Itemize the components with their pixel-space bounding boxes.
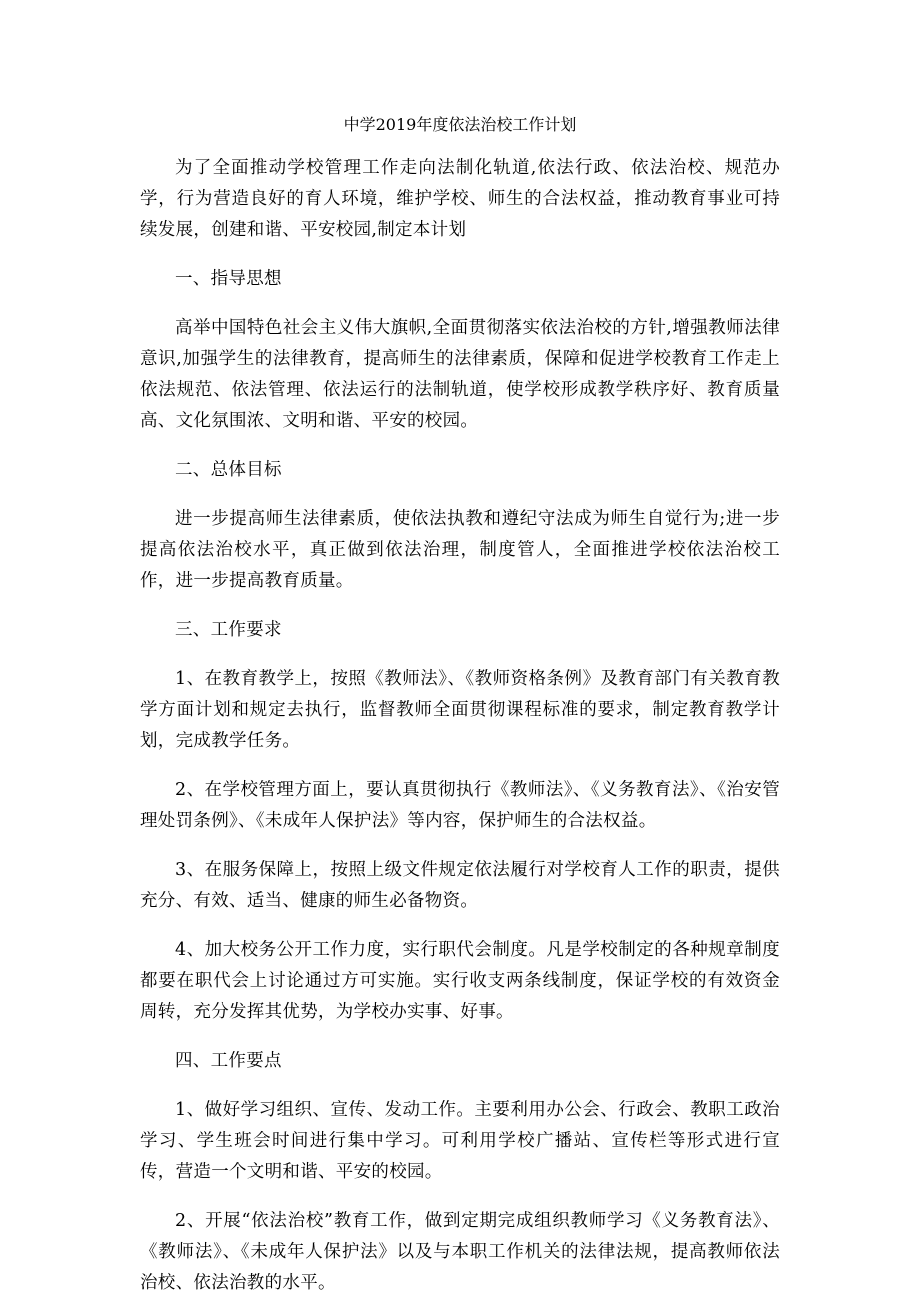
document-title: 中学2019年度依法治校工作计划 bbox=[343, 115, 577, 134]
section-heading-guiding-thought: 一、指导思想 bbox=[175, 269, 282, 289]
section-paragraph: 1、在教育教学上，按照《教师法》、《教师资格条例》及教育部门有关教育教学方面计划和规定去执行，监督教师全面贯彻课程标准的要求，制定教育教学计划，完成教学任务。 bbox=[140, 669, 780, 751]
section-heading-work-key-points: 四、工作要点 bbox=[175, 1051, 282, 1071]
section-paragraph: 2、开展“依法治校”教育工作，做到定期完成组织教师学习《义务教育法》、《教师法》、《未成年人保护法》以及与本职工作机关的法律法规，提高教师依法治校、依法治教的水平。 bbox=[140, 1211, 780, 1293]
section-paragraph: 2、在学校管理方面上，要认真贯彻执行《教师法》、《义务教育法》、《治安管理处罚条例》、《未成年人保护法》等内容，保护师生的合法权益。 bbox=[140, 780, 780, 831]
section-heading-work-requirements: 三、工作要求 bbox=[175, 620, 282, 640]
section-paragraph: 进一步提高师生法律素质，使依法执教和遵纪守法成为师生自觉行为;进一步提高依法治校水平，真正做到依法治理，制度管人，全面推进学校依法治校工作，进一步提高教育质量。 bbox=[140, 509, 780, 591]
section-paragraph: 4、加大校务公开工作力度，实行职代会制度。凡是学校制定的各种规章制度都要在职代会上讨论通过方可实施。实行收支两条线制度，保证学校的有效资金周转，充分发挥其优势，为学校办实事、好事。 bbox=[140, 940, 780, 1022]
section-paragraph: 1、做好学习组织、宣传、发动工作。主要利用办公会、行政会、教职工政治学习、学生班会时间进行集中学习。可利用学校广播站、宣传栏等形式进行宣传，营造一个文明和谐、平安的校园。 bbox=[140, 1100, 780, 1182]
intro-paragraph: 为了全面推动学校管理工作走向法制化轨道,依法行政、依法治校、规范办学，行为营造良好的育人环境，维护学校、师生的合法权益，推动教育事业可持续发展，创建和谐、平安校园,制定本计划 bbox=[140, 158, 780, 240]
section-paragraph: 3、在服务保障上，按照上级文件规定依法履行对学校育人工作的职责，提供充分、有效、适当、健康的师生必备物资。 bbox=[140, 860, 780, 911]
section-paragraph: 高举中国特色社会主义伟大旗帜,全面贯彻落实依法治校的方针,增强教师法律意识,加强学生的法律教育，提高师生的法律素质，保障和促进学校教育工作走上依法规范、依法管理、依法运行的法制轨道，使学校形成教学秩序好、教育质量高、文化氛围浓、文明和谐、平安的校园。 bbox=[140, 318, 780, 431]
section-heading-overall-goal: 二、总体目标 bbox=[175, 460, 282, 480]
